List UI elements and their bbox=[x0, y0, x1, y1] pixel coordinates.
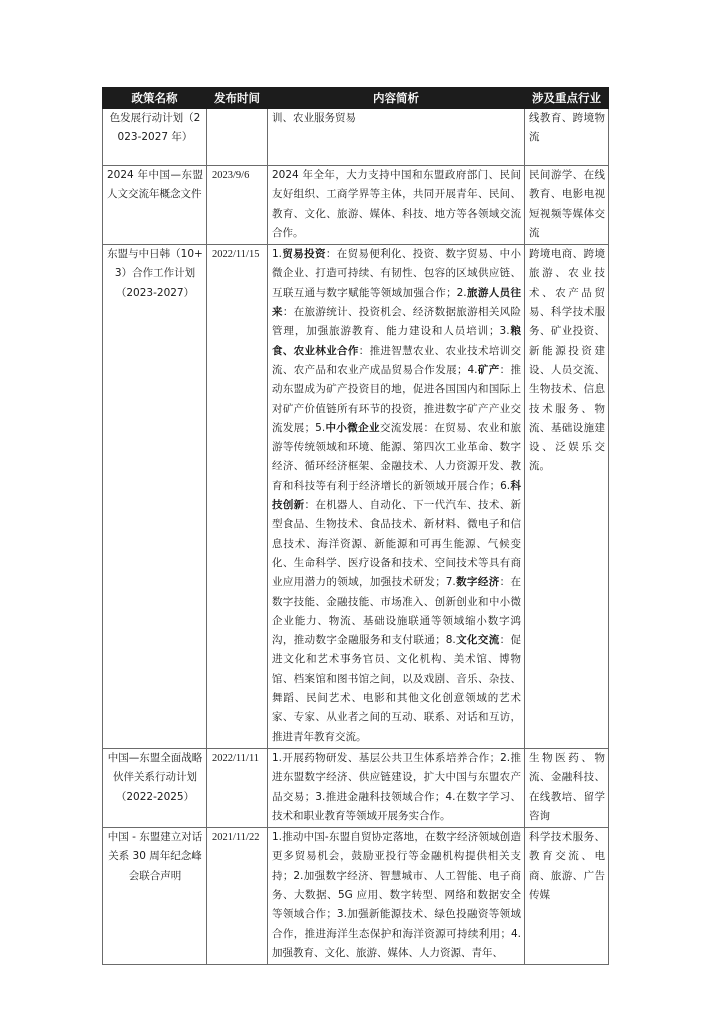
content-summary bbox=[268, 828, 525, 965]
policy-table bbox=[102, 87, 609, 965]
content-summary bbox=[268, 245, 525, 749]
summary-text: ：推进智慧农业、农业技术培训交流、农产品和农业产成品贸易合作发展；4. bbox=[272, 344, 522, 376]
key-industries: 跨境电商、跨境旅游、农业技术、农产品贸易、科学技术服务、矿业投资、新能源投资建设、人员交流、生物技术、信息技术服务、物流、基础设施建设、泛娱乐交流。 bbox=[525, 245, 609, 749]
release-date bbox=[207, 109, 268, 166]
header-release-date: 发布时间 bbox=[207, 88, 268, 109]
summary-text: ：在贸易便利化、投资、数字贸易、中小微企业、打造可持续、有韧性、包容的区域供应链、互联互通与数字赋能等领域加强合作；2. bbox=[272, 248, 522, 299]
content-summary bbox=[268, 109, 525, 166]
table-row bbox=[103, 748, 609, 827]
summary-text: 1.开展药物研发、基层公共卫生体系培养合作；2.推进东盟数字经济、供应链建设，扩大中国与东盟农产品交易；3.推进金融科技领域合作；4.在数字学习、技术和职业教育等领域开展务实合作。 bbox=[272, 751, 521, 822]
summary-text: 2024 年全年，大力支持中国和东盟政府部门、民间友好组织、工商学界等主体，共同开展青年、民间、教育、文化、旅游、媒体、科技、地方等各领域交流合作。 bbox=[272, 169, 521, 239]
summary-keyword: 矿产 bbox=[477, 363, 500, 376]
release-date: 2021/11/22 bbox=[207, 828, 268, 965]
key-industries: 科学技术服务、教育交流、电商、旅游、广告传媒 bbox=[525, 828, 609, 965]
policy-name: 2024 年中国—东盟人文交流年概念文件 bbox=[103, 166, 207, 245]
policy-name: 东盟与中日韩（10+3）合作工作计划（2023-2027） bbox=[103, 245, 207, 749]
summary-keyword: 贸易投资 bbox=[282, 248, 326, 261]
content-summary bbox=[268, 166, 525, 245]
header-key-industries: 涉及重点行业 bbox=[525, 88, 609, 109]
policy-name: 中国—东盟全面战略伙伴关系行动计划（2022-2025） bbox=[103, 748, 207, 827]
header-policy-name: 政策名称 bbox=[103, 88, 207, 109]
key-industries: 线教育、跨境物流 bbox=[525, 109, 609, 166]
release-date: 2022/11/15 bbox=[207, 245, 268, 749]
summary-keyword: 数字经济 bbox=[455, 576, 500, 589]
summary-text: 1.推动中国-东盟自贸协定落地，在数字经济领域创造更多贸易机会，鼓励亚投行等金融机构提供相关支持；2.加强数字经济、智慧城市、人工智能、电子商务、大数据、5G 应用、数字转型、网络和数据安全等领域合作；3.加强新能源技术、绿色投融资等领域合作，推进海洋生态保护和海洋资源可持续利用；4.加强教育、文化、旅游、媒体、人力资源、青年、 bbox=[272, 831, 521, 959]
release-date: 2022/11/11 bbox=[207, 748, 268, 827]
summary-text: 1. bbox=[272, 248, 283, 261]
summary-text: 交流发展：在贸易、农业和旅游等传统领域和环境、能源、第四次工业革命、数字经济、循环经济框架、金融技术、人力资源开发、教育和科技等有利于经济增长的新领域开展合作；6. bbox=[272, 421, 521, 492]
summary-text: ：在机器人、自动化、下一代汽车、技术、新型食品、生物技术、食品技术、新材料、微电子和信息技术、海洋资源、新能源和可再生能源、气候变化、生命科学、医疗设备和技术、空间技术等具有商业应用潜力的领域，加强技术研发；7. bbox=[272, 499, 522, 589]
key-industries: 生物医药、物流、金融科技、在线教培、留学咨询 bbox=[525, 748, 609, 827]
summary-keyword: 旅游人员往来 bbox=[272, 286, 521, 319]
table-row bbox=[103, 245, 609, 749]
table-row bbox=[103, 109, 609, 166]
summary-text: ：推动东盟成为矿产投资目的地，促进各国国内和国际上对矿产价值链所有环节的投资，推进数字矿产产业交流发展；5. bbox=[272, 363, 521, 434]
summary-keyword: 文化交流 bbox=[455, 634, 500, 647]
summary-keyword: 中小微企业 bbox=[325, 421, 380, 434]
table-row bbox=[103, 828, 609, 965]
summary-text: 训、农业服务贸易 bbox=[272, 112, 356, 124]
table-row bbox=[103, 166, 609, 245]
key-industries: 民间游学、在线教育、电影电视短视频等媒体交流 bbox=[525, 166, 609, 245]
summary-text: ：促进文化和艺术事务官员、文化机构、美术馆、博物馆、档案馆和图书馆之间，以及戏剧、音乐、杂技、舞蹈、民间艺术、电影和其他文化创意领域的艺术家、专家、从业者之间的互动、联系、对话和互访，推进青年教育交流。 bbox=[272, 634, 522, 743]
summary-keyword: 科技创新 bbox=[272, 479, 521, 512]
table-header-row bbox=[103, 88, 609, 109]
policy-name: 色发展行动计划（2023-2027 年） bbox=[103, 109, 207, 166]
summary-text: ：在旅游统计、投资机会、经济数据旅游相关风险管理，加强旅游教育、能力建设和人员培训；3. bbox=[272, 306, 522, 338]
policy-name: 中国 - 东盟建立对话关系 30 周年纪念峰会联合声明 bbox=[103, 828, 207, 965]
release-date: 2023/9/6 bbox=[207, 166, 268, 245]
summary-text: ：在数字技能、金融技能、市场准入、创新创业和中小微企业能力、物流、基础设施联通等领域缩小数字鸿沟，推动数字金融服务和支付联通；8. bbox=[272, 576, 522, 647]
summary-keyword: 粮食、农业林业合作 bbox=[272, 325, 521, 357]
header-content-summary: 内容简析 bbox=[268, 88, 525, 109]
content-summary bbox=[268, 748, 525, 827]
